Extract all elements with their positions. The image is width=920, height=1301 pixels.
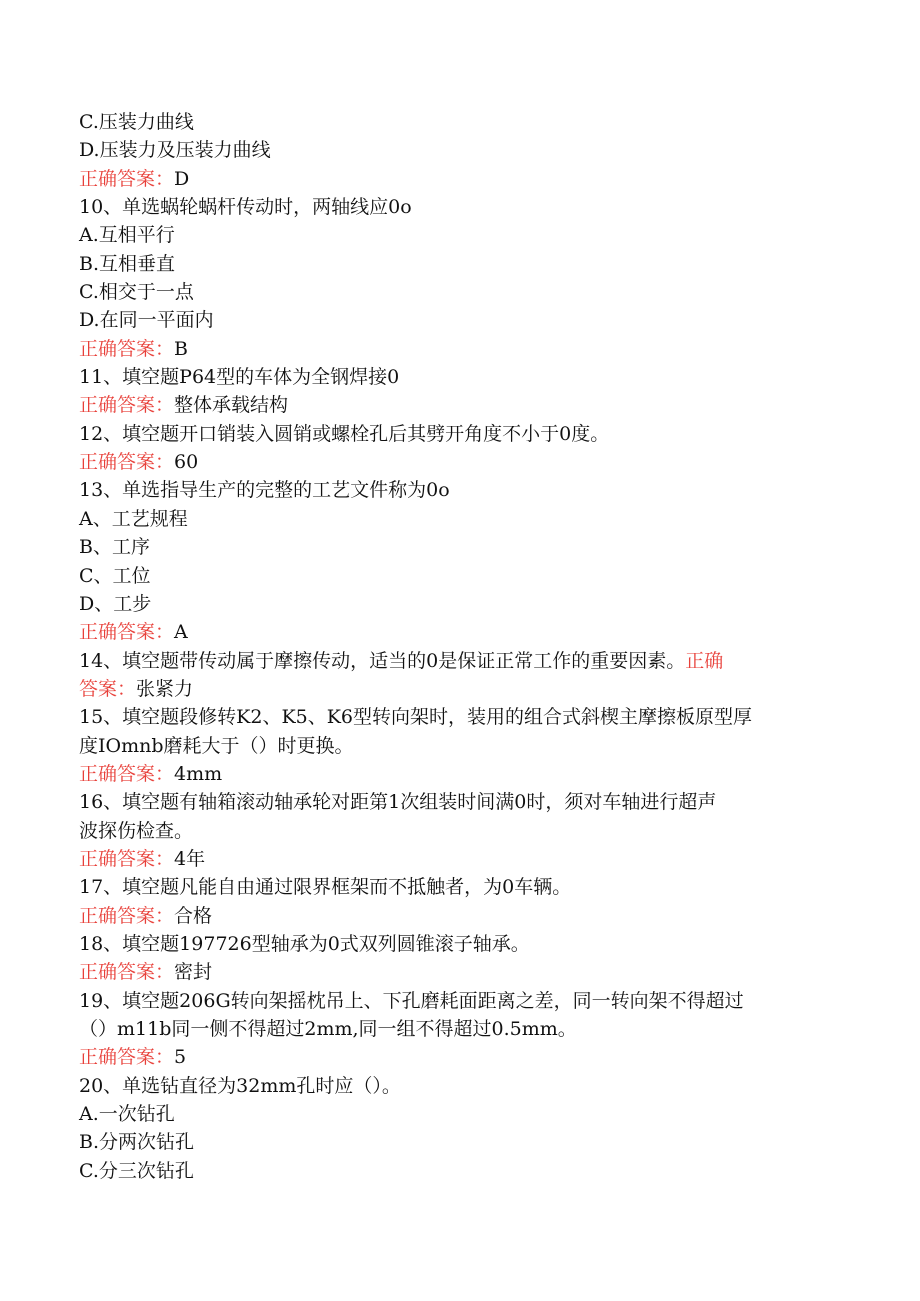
answer-line <box>79 1043 839 1071</box>
option-a: A.互相平行 <box>79 224 175 247</box>
answer-value: 4年 <box>174 847 206 870</box>
option-c: C.相交于一点 <box>79 281 194 304</box>
question-10: 10、单选蜗轮蜗杆传动时，两轴线应0o <box>79 196 412 219</box>
answer-label: 正确答案： <box>79 167 175 190</box>
answer-label: 正确答案： <box>79 961 175 984</box>
answer-label: 正确答案： <box>79 394 175 417</box>
answer-line <box>79 902 839 930</box>
answer-label-part1: 正确 <box>685 649 724 672</box>
answer-line <box>79 165 839 193</box>
option-b: B.互相垂直 <box>79 252 176 275</box>
option-a: A、工艺规程 <box>79 507 188 530</box>
question-11: 11、填空题P64型的车体为全钢焊接0 <box>79 366 400 389</box>
question-19-line2: （）m11b同一侧不得超过2mm,同一组不得超过0.5mm。 <box>79 1018 577 1040</box>
answer-label: 正确答案： <box>79 1046 175 1069</box>
answer-line <box>79 391 839 419</box>
answer-line <box>79 958 839 986</box>
answer-label: 正确答案： <box>79 621 175 644</box>
question-20: 20、单选钻直径为32mm孔时应（）。 <box>79 1074 401 1097</box>
answer-label: 正确答案： <box>79 847 175 870</box>
question-14 <box>79 647 839 675</box>
question-17: 17、填空题凡能自由通过限界框架而不抵触者，为0车辆。 <box>79 876 572 899</box>
question-14-text: 14、填空题带传动属于摩擦传动，适当的0是保证正常工作的重要因素。 <box>79 649 686 672</box>
answer-value: 5 <box>174 1046 187 1069</box>
question-13: 13、单选指导生产的完整的工艺文件称为0o <box>79 479 450 502</box>
answer-value: D <box>174 167 190 190</box>
document-page <box>79 108 839 1185</box>
question-16-line1: 16、填空题有轴箱滚动轴承轮对距第1次组装时间满0时，须对车轴进行超声 <box>79 791 717 814</box>
answer-label-part2: 答案： <box>79 677 137 700</box>
option-a: A.一次钻孔 <box>79 1103 175 1126</box>
question-16-line2: 波探伤检查。 <box>79 819 194 842</box>
option-c: C.压装力曲线 <box>79 111 194 133</box>
question-12: 12、填空题开口销装入圆销或螺栓孔后其劈开角度不小于0度。 <box>79 422 610 445</box>
answer-line <box>79 448 839 476</box>
answer-line <box>79 618 839 646</box>
answer-line <box>79 845 839 873</box>
answer-label: 正确答案： <box>79 451 175 474</box>
answer-value: 张紧力 <box>136 677 194 700</box>
option-b: B.分两次钻孔 <box>79 1131 195 1154</box>
question-15-line2: 度IOmnb磨耗大于（）时更换。 <box>79 734 354 757</box>
answer-value: 60 <box>174 451 199 474</box>
answer-label: 正确答案： <box>79 762 175 785</box>
answer-value: A <box>174 621 188 644</box>
answer-line <box>79 335 839 363</box>
answer-label: 正确答案： <box>79 904 175 927</box>
question-15-line1: 15、填空题段修转K2、K5、K6型转向架时，装用的组合式斜楔主摩擦板原型厚 <box>79 706 753 729</box>
answer-value: 合格 <box>174 904 213 927</box>
answer-value: B <box>174 337 188 360</box>
answer-label: 正确答案： <box>79 337 175 360</box>
option-b: B、工序 <box>79 536 150 559</box>
question-18: 18、填空题197726型轴承为0式双列圆锥滚子轴承。 <box>79 932 530 955</box>
answer-line <box>79 675 839 703</box>
answer-line <box>79 760 839 788</box>
option-c: C、工位 <box>79 564 151 587</box>
option-d: D.压装力及压装力曲线 <box>79 139 271 162</box>
answer-value: 密封 <box>174 961 213 984</box>
option-c: C.分三次钻孔 <box>79 1159 194 1182</box>
question-19-line1: 19、填空题206G转向架摇枕吊上、下孔磨耗面距离之差，同一转向架不得超过 <box>79 989 744 1012</box>
option-d: D、工步 <box>79 592 152 615</box>
answer-value: 整体承载结构 <box>174 394 289 417</box>
option-d: D.在同一平面内 <box>79 309 214 332</box>
answer-value: 4mm <box>174 762 223 785</box>
